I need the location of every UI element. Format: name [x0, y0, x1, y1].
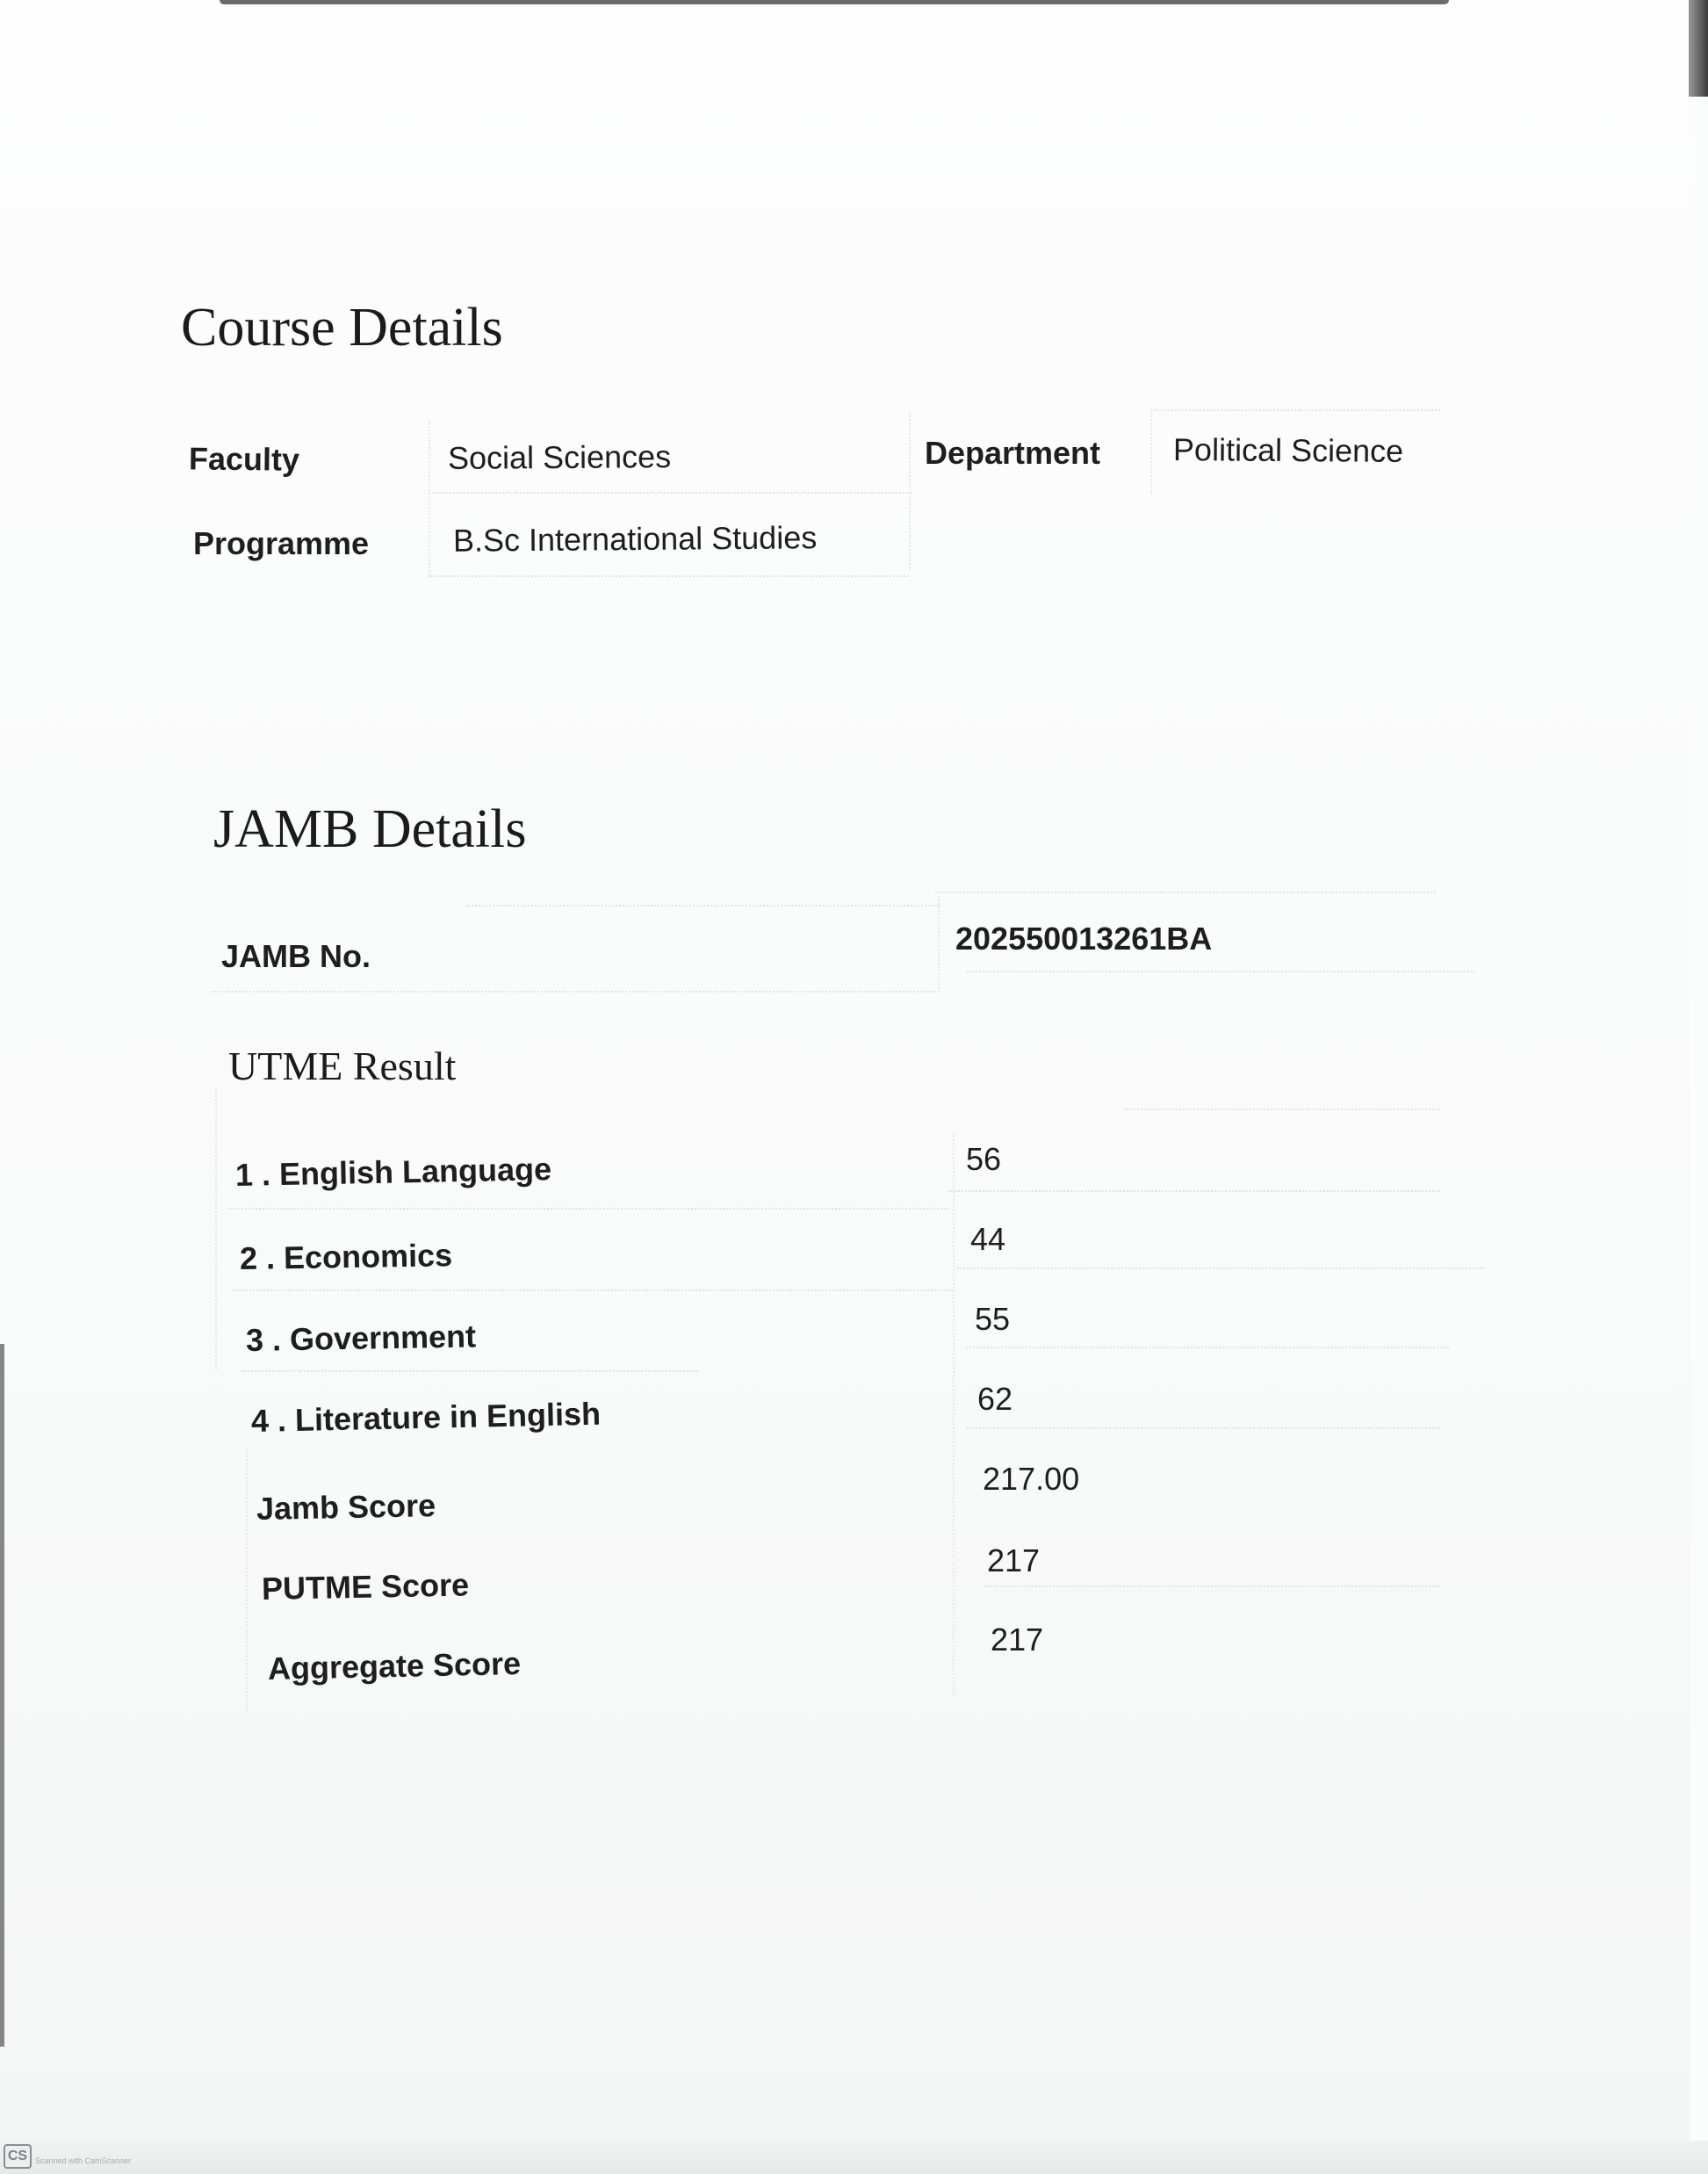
scan-edge-right [1689, 0, 1708, 97]
table-divider [984, 1585, 1440, 1587]
programme-value: B.Sc International Studies [452, 519, 818, 559]
subject-score-2: 44 [970, 1221, 1006, 1257]
table-divider [211, 991, 940, 993]
department-value: Political Science [1172, 431, 1404, 469]
course-details-heading: Course Details [181, 298, 503, 358]
table-divider [938, 896, 940, 993]
table-divider [1150, 409, 1152, 494]
table-divider [246, 1449, 248, 1713]
table-divider [1124, 1109, 1440, 1110]
faculty-label: Faculty [188, 440, 300, 478]
jamb-no-value: 202550013261BA [955, 921, 1213, 957]
table-divider [935, 892, 1436, 893]
table-divider [957, 1268, 1484, 1269]
table-divider [966, 1347, 1449, 1348]
subject-score-4: 62 [977, 1381, 1013, 1417]
table-divider [233, 1289, 953, 1291]
table-divider [429, 420, 430, 578]
table-divider [953, 1133, 955, 1695]
subject-label-1: 1 . English Language [234, 1151, 552, 1193]
table-divider [215, 1089, 217, 1370]
scan-edge-bottom [0, 2141, 1708, 2174]
aggregate-score-label: Aggregate Score [267, 1644, 522, 1686]
camscanner-logo: CS [4, 2144, 32, 2169]
scan-edge-left [0, 1344, 4, 2047]
putme-score-value: 217 [987, 1542, 1041, 1578]
jamb-score-value: 217.00 [983, 1461, 1080, 1497]
table-divider [948, 1190, 1440, 1192]
department-label: Department [925, 435, 1101, 471]
subject-score-1: 56 [966, 1141, 1002, 1177]
table-divider [1150, 409, 1440, 411]
jamb-no-label: JAMB No. [221, 938, 371, 974]
aggregate-score-value: 217 [991, 1621, 1044, 1658]
jamb-score-label: Jamb Score [256, 1487, 436, 1527]
table-divider [228, 1208, 948, 1210]
subject-label-4: 4 . Literature in English [250, 1395, 602, 1439]
table-divider [465, 905, 940, 906]
table-divider [241, 1370, 698, 1372]
jamb-details-heading: JAMB Details [213, 799, 527, 859]
table-divider [429, 492, 912, 494]
programme-label: Programme [193, 525, 370, 561]
table-divider [966, 971, 1475, 972]
utme-result-heading: UTME Result [228, 1044, 457, 1088]
scan-edge-top [220, 0, 1449, 4]
faculty-value: Social Sciences [447, 438, 672, 476]
subject-label-3: 3 . Government [245, 1318, 477, 1358]
table-divider [430, 575, 909, 577]
putme-score-label: PUTME Score [261, 1566, 470, 1607]
camscanner-watermark-text: Scanned with CamScanner [35, 2156, 132, 2165]
subject-label-2: 2 . Economics [239, 1237, 453, 1276]
table-divider [966, 1427, 1440, 1429]
subject-score-3: 55 [975, 1301, 1011, 1337]
